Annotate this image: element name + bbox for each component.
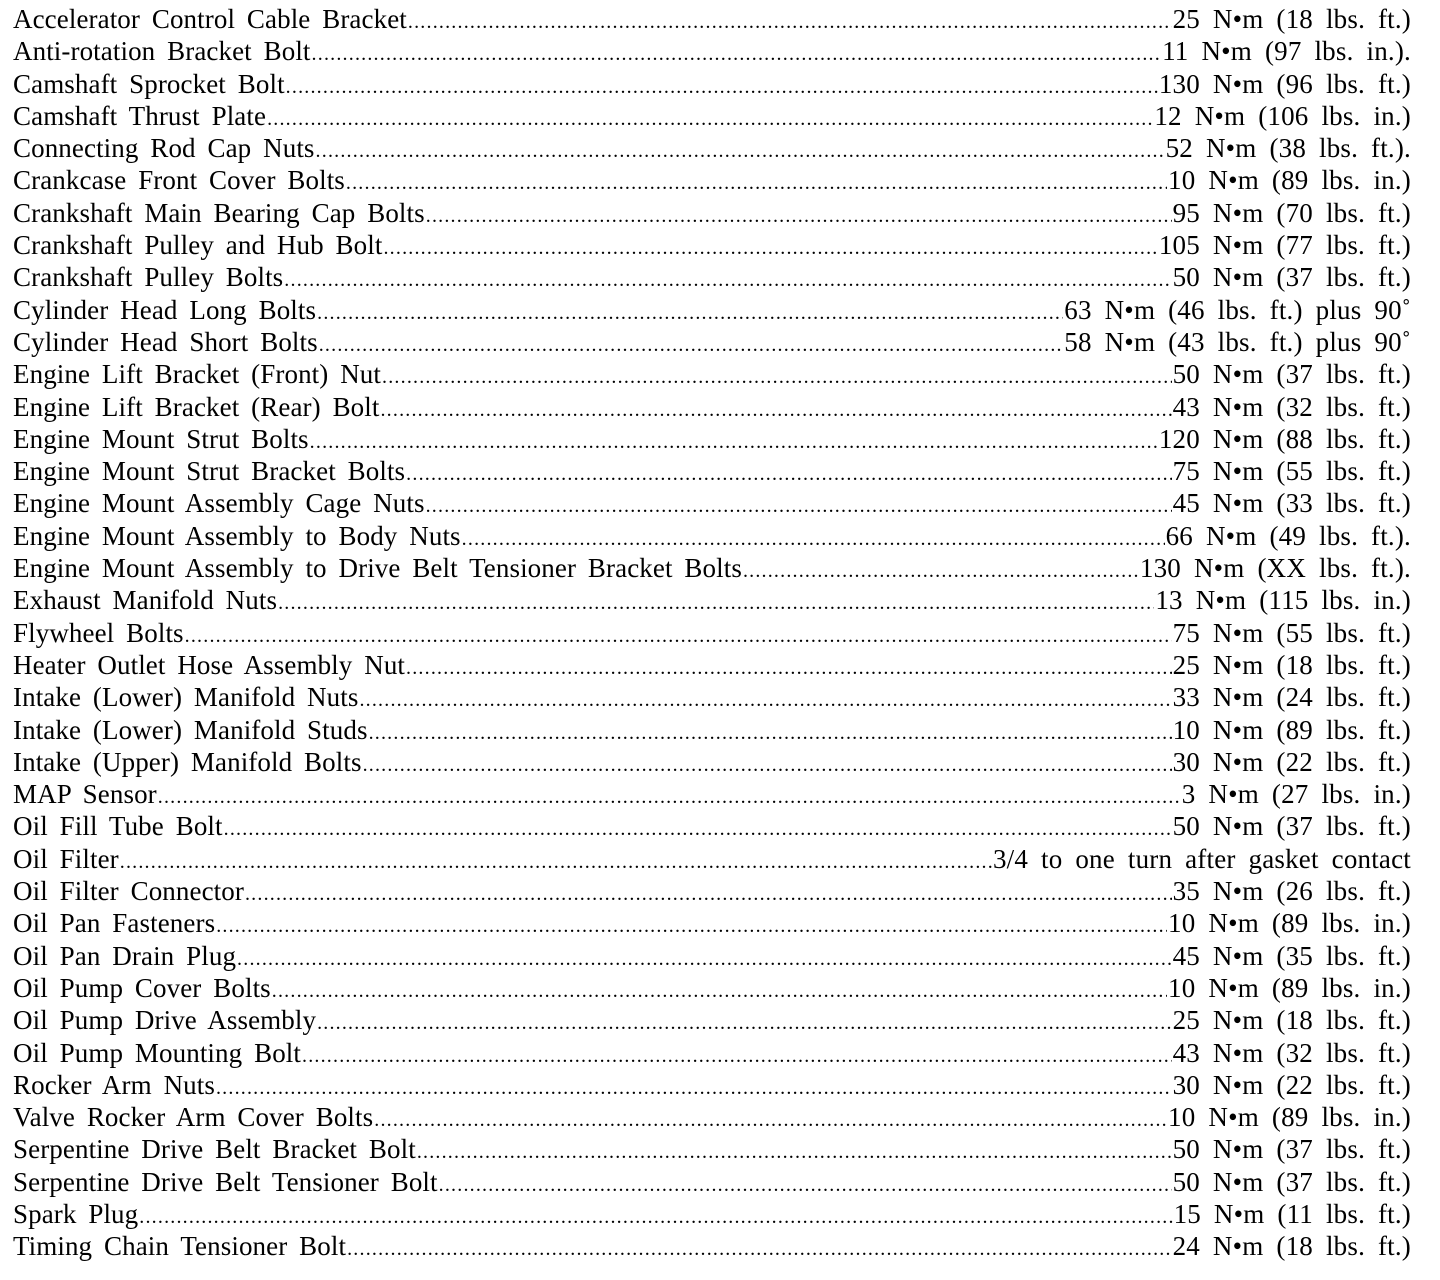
dot-leader — [743, 555, 1139, 584]
torque-value: 12 N•m (106 lbs. in.) — [1154, 100, 1411, 131]
dot-leader — [347, 1233, 1171, 1262]
dot-leader — [374, 1104, 1167, 1133]
torque-value: 11 N•m (97 lbs. in.). — [1162, 36, 1411, 67]
spec-row — [13, 1133, 1411, 1165]
torque-value: 3 N•m (27 lbs. in.) — [1181, 779, 1411, 810]
torque-value: 25 N•m (18 lbs. ft.) — [1172, 4, 1411, 34]
spec-row — [13, 455, 1411, 487]
torque-value: 10 N•m (89 lbs. in.) — [1168, 1102, 1411, 1133]
torque-value: 10 N•m (89 lbs. in.) — [1168, 972, 1411, 1003]
torque-value: 105 N•m (77 lbs. ft.) — [1158, 230, 1411, 261]
spec-row — [13, 164, 1411, 196]
dot-leader — [272, 975, 1167, 1004]
torque-value: 50 N•m (37 lbs. ft.) — [1172, 359, 1411, 390]
dot-leader — [359, 684, 1171, 713]
dot-leader — [310, 426, 1158, 455]
spec-row — [13, 810, 1411, 842]
fastener-label: Engine Mount Strut Bolts — [13, 423, 309, 454]
spec-row — [13, 68, 1411, 100]
dot-leader — [237, 943, 1172, 972]
fastener-label: Oil Fill Tube Bolt — [13, 811, 223, 842]
spec-row — [13, 229, 1411, 261]
fastener-label: Serpentine Drive Belt Bracket Bolt — [13, 1134, 416, 1165]
fastener-label: Crankshaft Pulley and Hub Bolt — [13, 230, 383, 261]
fastener-label: Oil Pan Drain Plug — [13, 940, 237, 971]
spec-row — [13, 940, 1411, 972]
torque-value: 30 N•m (22 lbs. ft.) — [1172, 746, 1411, 777]
dot-leader — [382, 361, 1172, 390]
fastener-label: Engine Lift Bracket (Rear) Bolt — [13, 391, 380, 422]
torque-value: 120 N•m (88 lbs. ft.) — [1158, 423, 1411, 454]
dot-leader — [439, 1169, 1172, 1198]
fastener-label: Engine Mount Assembly Cage Nuts — [13, 488, 425, 519]
dot-leader — [158, 781, 1181, 810]
fastener-label: Valve Rocker Arm Cover Bolts — [13, 1102, 374, 1133]
dot-leader — [383, 232, 1157, 261]
spec-row — [13, 552, 1411, 584]
torque-value: 10 N•m (89 lbs. in.) — [1168, 165, 1411, 196]
torque-value: 58 N•m (43 lbs. ft.) plus 90˚ — [1064, 326, 1411, 357]
torque-value: 50 N•m (37 lbs. ft.) — [1172, 262, 1411, 293]
torque-value: 50 N•m (37 lbs. ft.) — [1172, 811, 1411, 842]
fastener-label: Oil Filter Connector — [13, 876, 244, 907]
spec-row — [13, 714, 1411, 746]
fastener-label: Camshaft Thrust Plate — [13, 100, 267, 131]
torque-value: 24 N•m (18 lbs. ft.) — [1172, 1231, 1411, 1262]
fastener-label: Engine Lift Bracket (Front) Nut — [13, 359, 382, 390]
dot-leader — [312, 38, 1162, 67]
dot-leader — [224, 813, 1172, 842]
torque-value: 25 N•m (18 lbs. ft.) — [1172, 1005, 1411, 1036]
spec-row — [13, 778, 1411, 810]
torque-spec-list — [13, 3, 1411, 1263]
dot-leader — [185, 620, 1172, 649]
torque-value: 13 N•m (115 lbs. in.) — [1155, 585, 1411, 616]
dot-leader — [317, 1007, 1172, 1036]
torque-value: 45 N•m (35 lbs. ft.) — [1172, 940, 1411, 971]
torque-value: 50 N•m (37 lbs. ft.) — [1172, 1166, 1411, 1197]
spec-row — [13, 843, 1411, 875]
dot-leader — [426, 490, 1172, 519]
torque-value: 43 N•m (32 lbs. ft.) — [1172, 391, 1411, 422]
spec-row — [13, 197, 1411, 229]
fastener-label: Spark Plug — [13, 1198, 139, 1229]
fastener-label: Crankshaft Pulley Bolts — [13, 262, 284, 293]
torque-value: 25 N•m (18 lbs. ft.) — [1172, 649, 1411, 680]
dot-leader — [120, 846, 992, 875]
fastener-label: Engine Mount Strut Bracket Bolts — [13, 456, 406, 487]
spec-row — [13, 972, 1411, 1004]
torque-value: 95 N•m (70 lbs. ft.) — [1172, 197, 1411, 228]
fastener-label: Crankshaft Main Bearing Cap Bolts — [13, 197, 425, 228]
dot-leader — [267, 103, 1153, 132]
dot-leader — [406, 458, 1171, 487]
fastener-label: Intake (Lower) Manifold Nuts — [13, 682, 359, 713]
fastener-label: Oil Pump Cover Bolts — [13, 972, 271, 1003]
spec-row — [13, 1069, 1411, 1101]
torque-value: 33 N•m (24 lbs. ft.) — [1172, 682, 1411, 713]
spec-row — [13, 326, 1411, 358]
dot-leader — [316, 135, 1165, 164]
spec-row — [13, 649, 1411, 681]
torque-value: 130 N•m (XX lbs. ft.). — [1139, 553, 1411, 584]
fastener-label: Connecting Rod Cap Nuts — [13, 133, 315, 164]
torque-value: 43 N•m (32 lbs. ft.) — [1172, 1037, 1411, 1068]
dot-leader — [408, 6, 1172, 35]
fastener-label: Flywheel Bolts — [13, 617, 184, 648]
dot-leader — [216, 1072, 1172, 1101]
fastener-label: Exhaust Manifold Nuts — [13, 585, 278, 616]
dot-leader — [369, 717, 1172, 746]
dot-leader — [406, 652, 1172, 681]
spec-row — [13, 520, 1411, 552]
torque-value: 3/4 to one turn after gasket contact — [992, 843, 1411, 874]
dot-leader — [462, 523, 1165, 552]
spec-row — [13, 1004, 1411, 1036]
fastener-label: Heater Outlet Hose Assembly Nut — [13, 649, 406, 680]
spec-row — [13, 1166, 1411, 1198]
spec-row — [13, 1198, 1411, 1230]
torque-value: 50 N•m (37 lbs. ft.) — [1172, 1134, 1411, 1165]
dot-leader — [417, 1136, 1172, 1165]
spec-row — [13, 423, 1411, 455]
fastener-label: Accelerator Control Cable Bracket — [13, 4, 407, 34]
spec-row — [13, 584, 1411, 616]
spec-row — [13, 3, 1411, 35]
fastener-label: Serpentine Drive Belt Tensioner Bolt — [13, 1166, 438, 1197]
fastener-label: Anti-rotation Bracket Bolt — [13, 36, 311, 67]
torque-value: 75 N•m (55 lbs. ft.) — [1172, 456, 1411, 487]
fastener-label: Oil Pan Fasteners — [13, 908, 216, 939]
torque-value: 10 N•m (89 lbs. ft.) — [1172, 714, 1411, 745]
dot-leader — [426, 200, 1172, 229]
fastener-label: Oil Pump Mounting Bolt — [13, 1037, 301, 1068]
spec-row — [13, 617, 1411, 649]
spec-row — [13, 681, 1411, 713]
torque-value: 63 N•m (46 lbs. ft.) plus 90˚ — [1064, 294, 1411, 325]
spec-row — [13, 1101, 1411, 1133]
dot-leader — [346, 167, 1167, 196]
dot-leader — [380, 394, 1171, 423]
dot-leader — [363, 749, 1172, 778]
dot-leader — [278, 587, 1154, 616]
spec-row — [13, 391, 1411, 423]
spec-row — [13, 100, 1411, 132]
spec-row — [13, 294, 1411, 326]
torque-value: 10 N•m (89 lbs. in.) — [1168, 908, 1411, 939]
spec-row — [13, 875, 1411, 907]
fastener-label: Cylinder Head Short Bolts — [13, 326, 318, 357]
torque-value: 35 N•m (26 lbs. ft.) — [1172, 876, 1411, 907]
dot-leader — [245, 878, 1172, 907]
spec-row — [13, 1037, 1411, 1069]
dot-leader — [284, 264, 1171, 293]
dot-leader — [286, 71, 1158, 100]
torque-value: 30 N•m (22 lbs. ft.) — [1172, 1069, 1411, 1100]
fastener-label: Intake (Upper) Manifold Bolts — [13, 746, 362, 777]
fastener-label: Camshaft Sprocket Bolt — [13, 68, 285, 99]
fastener-label: Oil Filter — [13, 843, 119, 874]
torque-value: 52 N•m (38 lbs. ft.). — [1165, 133, 1411, 164]
spec-row — [13, 487, 1411, 519]
dot-leader — [139, 1201, 1172, 1230]
spec-row — [13, 132, 1411, 164]
spec-row — [13, 261, 1411, 293]
fastener-label: Oil Pump Drive Assembly — [13, 1005, 317, 1036]
fastener-label: MAP Sensor — [13, 779, 157, 810]
torque-value: 15 N•m (11 lbs. ft.) — [1173, 1198, 1411, 1229]
fastener-label: Engine Mount Assembly to Drive Belt Tensioner Bracket Bolts — [13, 553, 742, 584]
fastener-label: Cylinder Head Long Bolts — [13, 294, 317, 325]
fastener-label: Crankcase Front Cover Bolts — [13, 165, 345, 196]
spec-row — [13, 35, 1411, 67]
spec-row — [13, 358, 1411, 390]
torque-value: 75 N•m (55 lbs. ft.) — [1172, 617, 1411, 648]
dot-leader — [302, 1040, 1172, 1069]
fastener-label: Intake (Lower) Manifold Studs — [13, 714, 368, 745]
spec-row — [13, 1230, 1411, 1262]
fastener-label: Engine Mount Assembly to Body Nuts — [13, 520, 461, 551]
dot-leader — [317, 297, 1063, 326]
torque-value: 66 N•m (49 lbs. ft.). — [1165, 520, 1411, 551]
torque-value: 45 N•m (33 lbs. ft.) — [1172, 488, 1411, 519]
torque-value: 130 N•m (96 lbs. ft.) — [1158, 68, 1411, 99]
dot-leader — [319, 329, 1064, 358]
spec-row — [13, 746, 1411, 778]
dot-leader — [216, 910, 1167, 939]
fastener-label: Rocker Arm Nuts — [13, 1069, 215, 1100]
spec-row — [13, 907, 1411, 939]
fastener-label: Timing Chain Tensioner Bolt — [13, 1231, 347, 1262]
